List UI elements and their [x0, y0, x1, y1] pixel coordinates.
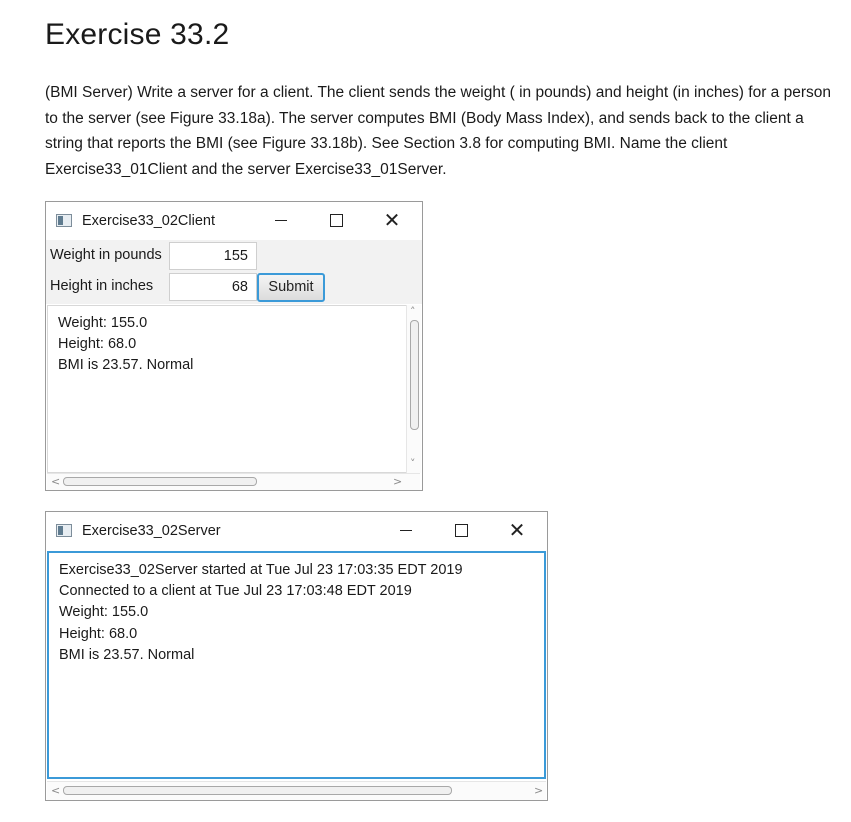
- client-output-line: BMI is 23.57. Normal: [58, 357, 194, 374]
- client-titlebar[interactable]: [46, 202, 422, 240]
- server-output-line: Connected to a client at Tue Jul 23 17:03:48 EDT 2019: [59, 583, 412, 600]
- client-window-title: Exercise33_02Client: [82, 213, 215, 229]
- client-window: [45, 201, 423, 491]
- server-hscroll-thumb[interactable]: [63, 786, 452, 795]
- close-icon[interactable]: ✕: [508, 518, 526, 542]
- client-form: [46, 240, 422, 304]
- app-icon: [56, 524, 72, 537]
- submit-button[interactable]: Submit: [257, 273, 325, 302]
- maximize-icon[interactable]: [326, 210, 346, 230]
- scroll-left-icon[interactable]: <: [51, 475, 61, 488]
- height-label: Height in inches: [50, 278, 154, 294]
- server-titlebar[interactable]: [46, 512, 547, 550]
- scroll-right-icon[interactable]: >: [534, 784, 544, 797]
- client-horizontal-scrollbar[interactable]: [47, 473, 420, 490]
- client-vscroll-thumb[interactable]: [410, 320, 419, 430]
- server-output-line: Height: 68.0: [59, 625, 138, 642]
- scroll-right-icon[interactable]: >: [393, 475, 403, 488]
- server-output-line: Exercise33_02Server started at Tue Jul 23 17:03:35 EDT 2019: [59, 562, 463, 578]
- height-row: [46, 272, 422, 303]
- maximize-icon[interactable]: [451, 520, 471, 540]
- server-horizontal-scrollbar[interactable]: [47, 781, 546, 800]
- client-output-line: Height: 68.0: [58, 336, 137, 353]
- client-output-area[interactable]: [47, 305, 409, 473]
- server-output-line: BMI is 23.57. Normal: [59, 646, 195, 663]
- server-window: [45, 511, 548, 801]
- server-output-line: Weight: 155.0: [59, 604, 149, 621]
- exercise-description: (BMI Server) Write a server for a client. The client sends the weight ( in pounds) and height (in inches) for a person to the server (see Figure 33.18a). The server computes BMI (Body Mass Index), and sends back to the client a string that reports the BMI (see Figure 33.18b). See Section 3.8 for computing BMI. Name the client Exercise33_01Client and the server Exercise33_01Server.: [45, 84, 831, 178]
- close-icon[interactable]: ✕: [383, 208, 401, 232]
- height-input[interactable]: 68: [169, 273, 257, 301]
- client-vertical-scrollbar[interactable]: [406, 305, 421, 473]
- weight-input[interactable]: 155: [169, 242, 257, 270]
- client-output-line: Weight: 155.0: [58, 315, 148, 331]
- server-output-area[interactable]: [47, 551, 546, 779]
- weight-row: [46, 241, 422, 272]
- app-icon: [56, 214, 72, 227]
- server-window-title: Exercise33_02Server: [82, 523, 221, 539]
- client-hscroll-thumb[interactable]: [63, 477, 257, 486]
- page-title: Exercise 33.2: [45, 18, 230, 51]
- scroll-up-icon[interactable]: ˄: [410, 305, 416, 318]
- scroll-left-icon[interactable]: <: [51, 784, 61, 797]
- weight-label: Weight in pounds: [50, 247, 162, 263]
- minimize-icon[interactable]: [396, 520, 416, 540]
- minimize-icon[interactable]: [271, 210, 291, 230]
- scroll-down-icon[interactable]: ˅: [410, 457, 416, 470]
